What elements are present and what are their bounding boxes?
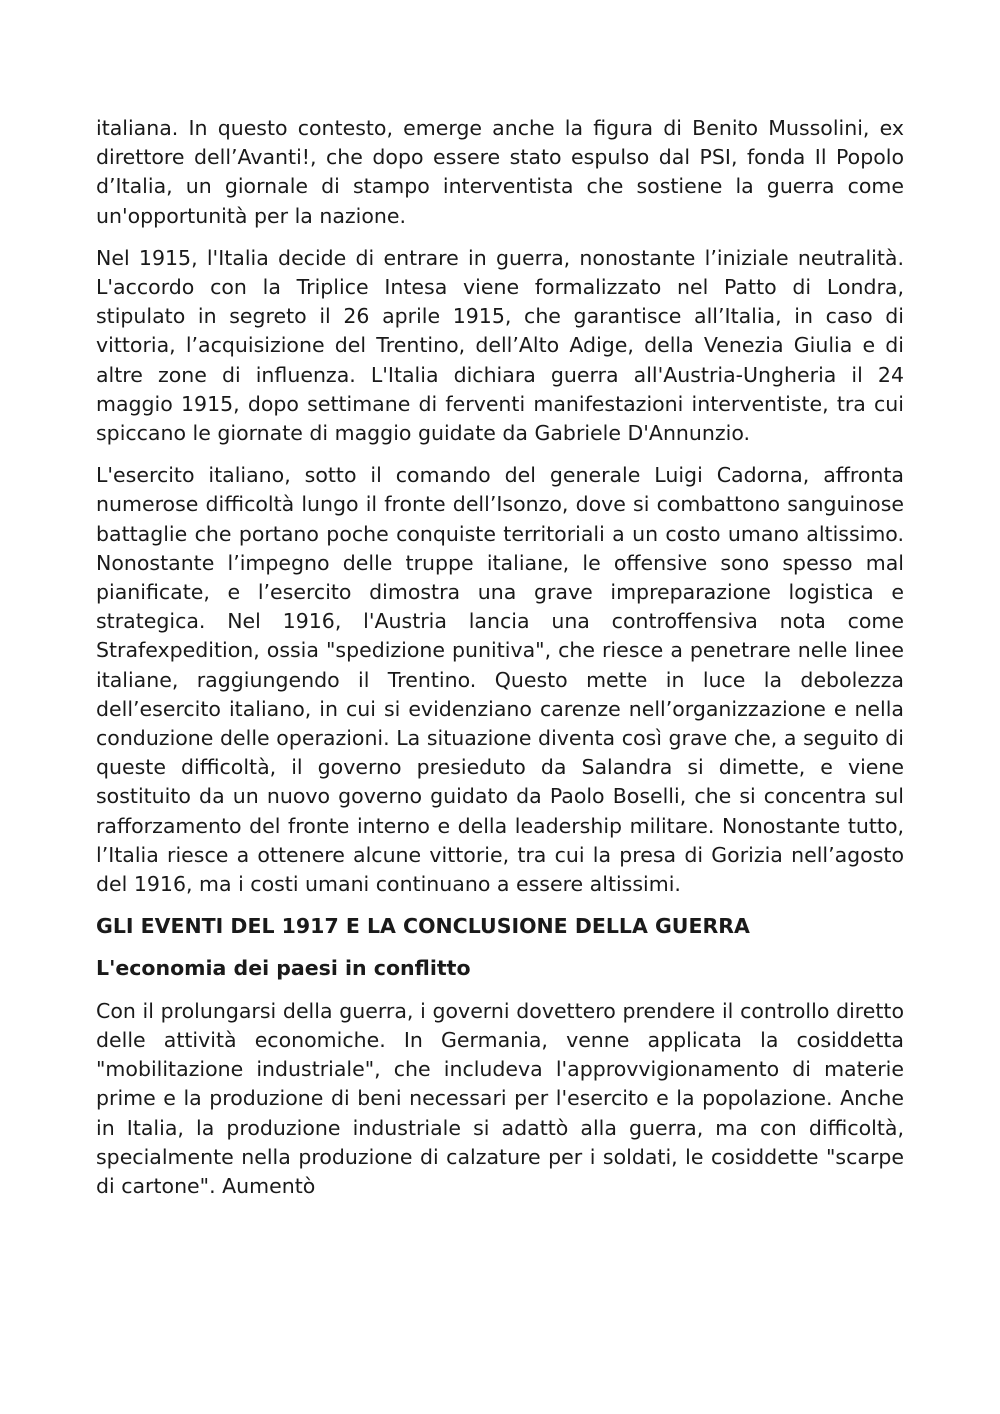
paragraph-esercito-italiano: L'esercito italiano, sotto il comando del generale Luigi Cadorna, affronta numerose difficoltà lungo il fronte dell’Isonzo, dove si combattono sanguinose battaglie che portano poche conquiste territoriali a un costo umano altissimo. Nonostante l’impegno delle truppe italiane, le offensive sono spesso mal pianificate, e l’esercito dimostra una grave impreparazione logistica e strategica. Nel 1916, l'Austria lancia una controffensiva nota come Strafexpedition, ossia "spedizione punitiva", che riesce a penetrare nelle linee italiane, raggiungendo il Trentino. Questo mette in luce la debolezza dell’esercito italiano, in cui si evidenziano carenze nell’organizzazione e nella conduzione delle operazioni. La situazione diventa così grave che, a seguito di queste difficoltà, il governo presieduto da Salandra si dimette, e viene sostituito da un nuovo governo guidato da Paolo Boselli, che si concentra sul rafforzamento del fronte interno e della leadership militare. Nonostante tutto, l’Italia riesce a ottenere alcune vittorie, tra cui la presa di Gorizia nell’agosto del 1916, ma i costi umani continuano a essere altissimi. [96, 463, 904, 897]
paragraph-entrata-in-guerra: Nel 1915, l'Italia decide di entrare in guerra, nonostante l’iniziale neutralità. L'accordo con la Triplice Intesa viene formalizzato nel Patto di Londra, stipulato in segreto il 26 aprile 1915, che garantisce all’Italia, in caso di vittoria, l’acquisizione del Trentino, dell’Alto Adige, della Venezia Giulia e di altre zone di influenza. L'Italia dichiara guerra all'Austria-Ungheria il 24 maggio 1915, dopo settimane di ferventi manifestazioni interventiste, tra cui spiccano le giornate di maggio guidate da Gabriele D'Annunzio. [96, 245, 904, 446]
document-page [96, 114, 904, 1214]
paragraph-economia: Con il prolungarsi della guerra, i governi dovettero prendere il controllo diretto delle attività economiche. In Germania, venne applicata la cosiddetta "mobilitazione industriale", che includeva l'approvvigionamento di materie prime e la produzione di beni necessari per l'esercito e la popolazione. Anche in Italia, la produzione industriale si adattò alla guerra, ma con difficoltà, specialmente nella produzione di calzature per i soldati, le cosiddette "scarpe di cartone". Aumentò [96, 998, 904, 1198]
paragraph-mussolini: italiana. In questo contesto, emerge anche la figura di Benito Mussolini, ex direttore dell’Avanti!, che dopo essere stato espulso dal PSI, fonda Il Popolo d’Italia, un giornale di stampo interventista che sostiene la guerra come un'opportunità per la nazione. [96, 116, 904, 228]
subsection-heading: L'economia dei paesi in conflitto [96, 956, 471, 981]
section-heading: GLI EVENTI DEL 1917 E LA CONCLUSIONE DELLA GUERRA [96, 914, 750, 939]
